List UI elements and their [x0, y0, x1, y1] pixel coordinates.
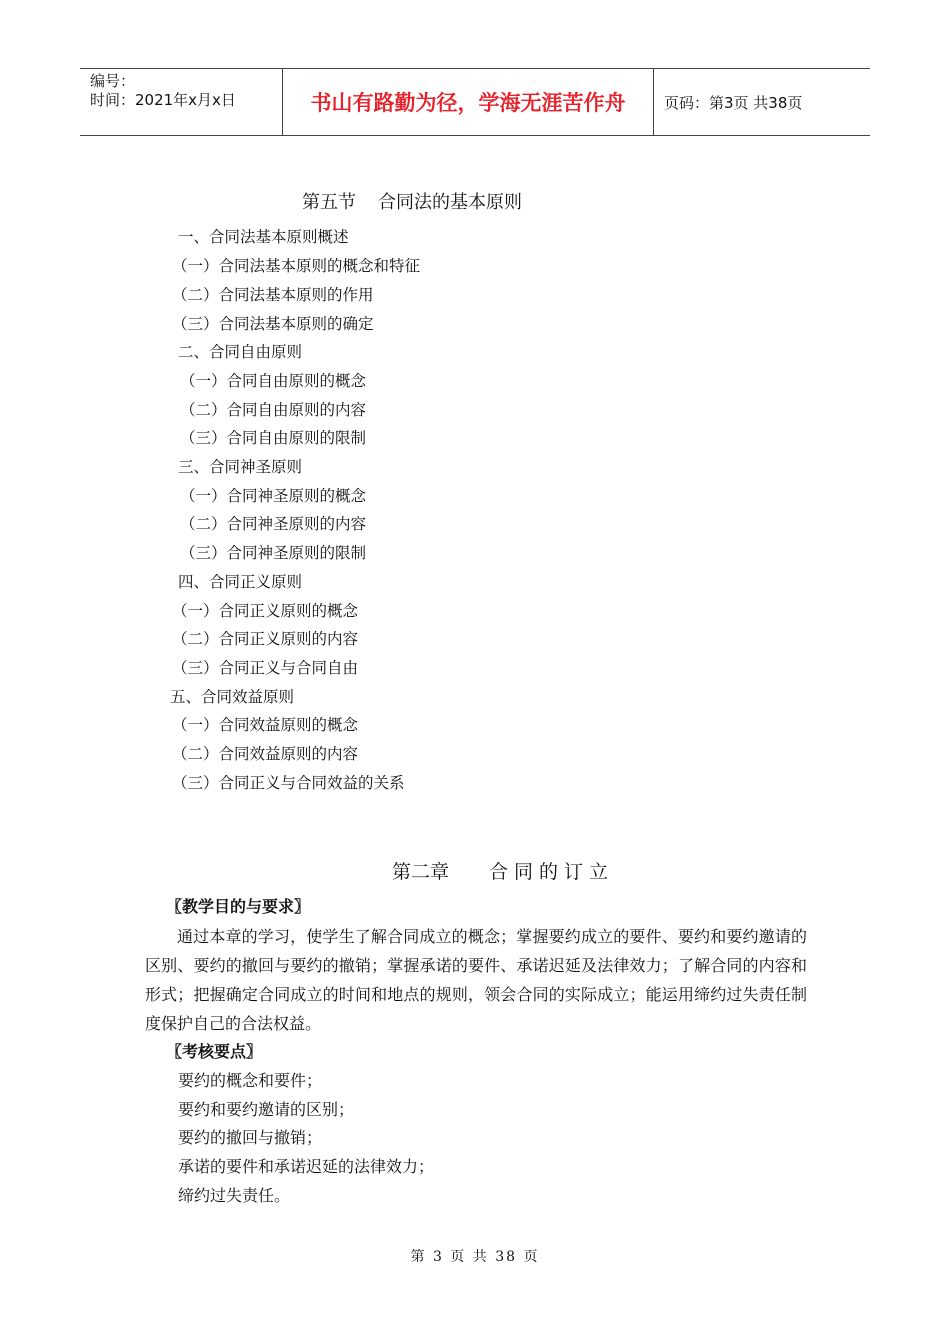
- outline-item: （一）合同自由原则的概念: [180, 372, 367, 390]
- outline-item: （三）合同法基本原则的确定: [172, 315, 374, 333]
- number-label: 编号：: [90, 72, 136, 90]
- key-point-item: 要约的撤回与撤销；: [178, 1128, 323, 1147]
- outline-item: （三）合同神圣原则的限制: [180, 544, 367, 562]
- outline-item: （一）合同正义原则的概念: [172, 602, 359, 620]
- section-number: 第五节: [302, 192, 356, 213]
- outline-item: （三）合同正义与合同效益的关系: [172, 774, 405, 792]
- outline-item: （一）合同神圣原则的概念: [180, 487, 367, 505]
- time-label: 时间：2021年x月x日: [90, 91, 236, 109]
- outline-item: 一、合同法基本原则概述: [178, 228, 349, 246]
- header-motto: 书山有路勤为径，学海无涯苦作舟: [282, 69, 654, 135]
- teaching-goals-text: 通过本章的学习，使学生了解合同成立的概念；掌握要约成立的要件、要约和要约邀请的区别、要约的撤回与要约的撤销；掌握承诺的要件、承诺迟延及法律效力；了解合同的内容和形式；把握确定合同成立的时间和地点的规则，领会合同的实际成立；能运用缔约过失责任制度保护自己的合法权益。: [145, 927, 807, 1033]
- outline-item: 二、合同自由原则: [178, 343, 303, 361]
- key-point-item: 承诺的要件和承诺迟延的法律效力；: [178, 1157, 435, 1176]
- outline-item: （一）合同法基本原则的概念和特征: [172, 257, 421, 275]
- chapter-number: 第二章: [392, 861, 450, 883]
- outline-item: （二）合同神圣原则的内容: [180, 515, 367, 533]
- outline-item: （二）合同法基本原则的作用: [172, 286, 374, 304]
- outline-item: （三）合同正义与合同自由: [172, 659, 359, 677]
- teaching-goals-label: 〖教学目的与要求〗: [166, 897, 311, 916]
- key-points-label: 〖考核要点〗: [166, 1042, 263, 1061]
- outline-item: （二）合同正义原则的内容: [172, 630, 359, 648]
- page-footer: 第 3 页 共 38 页: [410, 1249, 540, 1265]
- outline-item: （三）合同自由原则的限制: [180, 429, 367, 447]
- outline-item: 三、合同神圣原则: [178, 458, 303, 476]
- section-name: 合同法的基本原则: [378, 192, 522, 213]
- outline-item: （二）合同效益原则的内容: [172, 745, 359, 763]
- section-title: [302, 188, 522, 214]
- key-point-item: 要约和要约邀请的区别；: [178, 1100, 355, 1119]
- outline-item: （二）合同自由原则的内容: [180, 401, 367, 419]
- document-header: [80, 68, 870, 136]
- outline-item: 四、合同正义原则: [178, 573, 303, 591]
- chapter-name: 合同的订立: [489, 861, 615, 883]
- key-point-item: 缔约过失责任。: [178, 1186, 291, 1205]
- header-left-cell: [80, 69, 282, 135]
- outline-item: （一）合同效益原则的概念: [172, 716, 359, 734]
- outline-item: 五、合同效益原则: [170, 688, 295, 706]
- key-point-item: 要约的概念和要件；: [178, 1071, 323, 1090]
- header-page-info: 页码：第3页 共38页: [664, 93, 803, 112]
- chapter-title: [392, 857, 614, 884]
